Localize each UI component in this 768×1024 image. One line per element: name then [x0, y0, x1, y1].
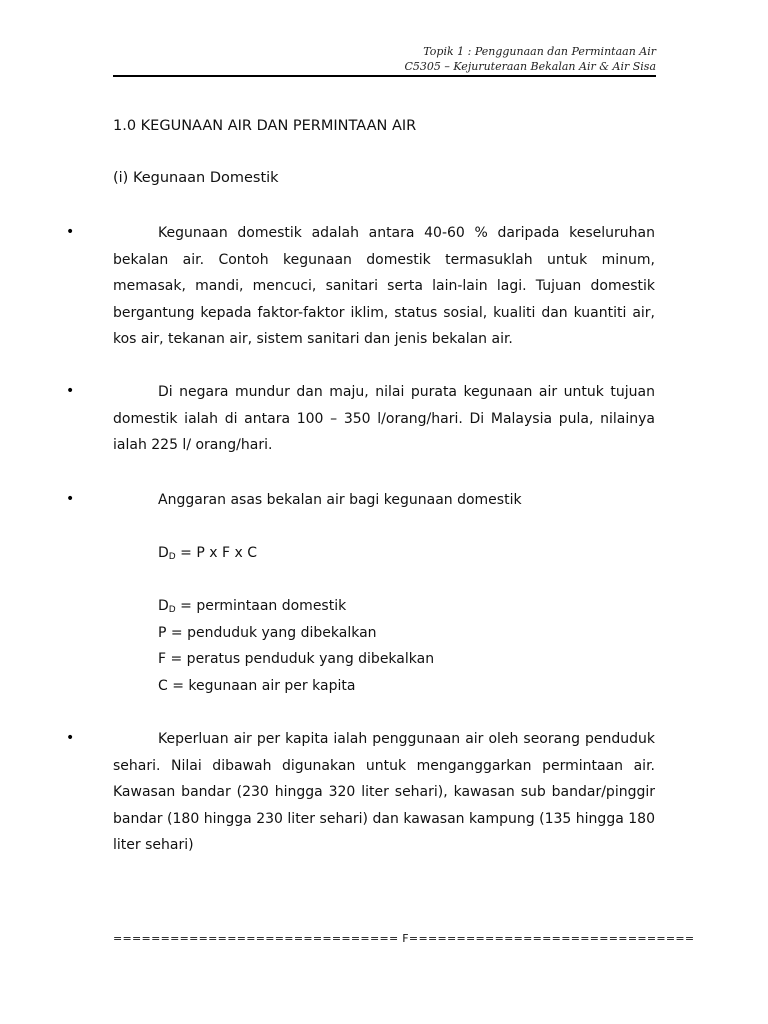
subsection-title: (i) Kegunaan Domestik [113, 170, 279, 186]
section-title: 1.0 KEGUNAAN AIR DAN PERMINTAAN AIR [113, 118, 417, 134]
formula-definitions [158, 593, 434, 699]
page-footer: ============================== F============================== [113, 932, 695, 945]
formula-rhs: = P x F x C [175, 545, 257, 561]
paragraph-1: Kegunaan domestik adalah antara 40-60 % daripada keseluruhan bekalan air. Contoh kegunaan domestik termasuklah untuk minum, memasak, mandi, mencuci, sanitari serta lain-lain lagi. Tujuan domestik bergantung kepada faktor-faktor iklim, status sosial, kualiti dan kuantiti air, kos air, tekanan air, sistem sanitari dan jenis bekalan air. [113, 225, 655, 347]
header-rule [113, 75, 656, 77]
header-topic: Topik 1 : Penggunaan dan Permintaan Air [423, 45, 656, 58]
definition-dd-letter: D [158, 598, 169, 614]
bullet-2: • [66, 383, 75, 399]
definition-dd [158, 593, 434, 620]
definition-p: P = penduduk yang dibekalkan [158, 624, 377, 641]
bullet-3: • [66, 491, 75, 507]
formula-var-subscript: D [168, 552, 176, 562]
page-header [113, 44, 656, 74]
bullet-4: • [66, 730, 75, 746]
bullet-1: • [66, 224, 75, 240]
definition-c: C = kegunaan air per kapita [158, 677, 356, 694]
formula-var: D [158, 545, 169, 561]
definition-f: F = peratus penduduk yang dibekalkan [158, 651, 435, 667]
definition-dd-subscript: D [168, 605, 176, 615]
paragraph-2: Di negara mundur dan maju, nilai purata kegunaan air untuk tujuan domestik ialah di antara 100 – 350 l/orang/hari. Di Malaysia pula, nilainya ialah 225 l/ orang/hari. [113, 384, 655, 453]
paragraph-4: Keperluan air per kapita ialah penggunaan air oleh seorang penduduk sehari. Nilai dibawah digunakan untuk menganggarkan permintaan air. Kawasan bandar (230 hingga 320 liter sehari), kawasan sub bandar/pinggir bandar (180 hingga 230 liter sehari) dan kawasan kampung (135 hingga 180 liter sehari) [113, 731, 655, 853]
paragraph-3: Anggaran asas bekalan air bagi kegunaan domestik [158, 492, 522, 508]
formula-main [158, 540, 257, 571]
header-course: C5305 – Kejuruteraan Bekalan Air & Air Sisa [404, 60, 656, 73]
definition-dd-text: = permintaan domestik [175, 598, 347, 614]
